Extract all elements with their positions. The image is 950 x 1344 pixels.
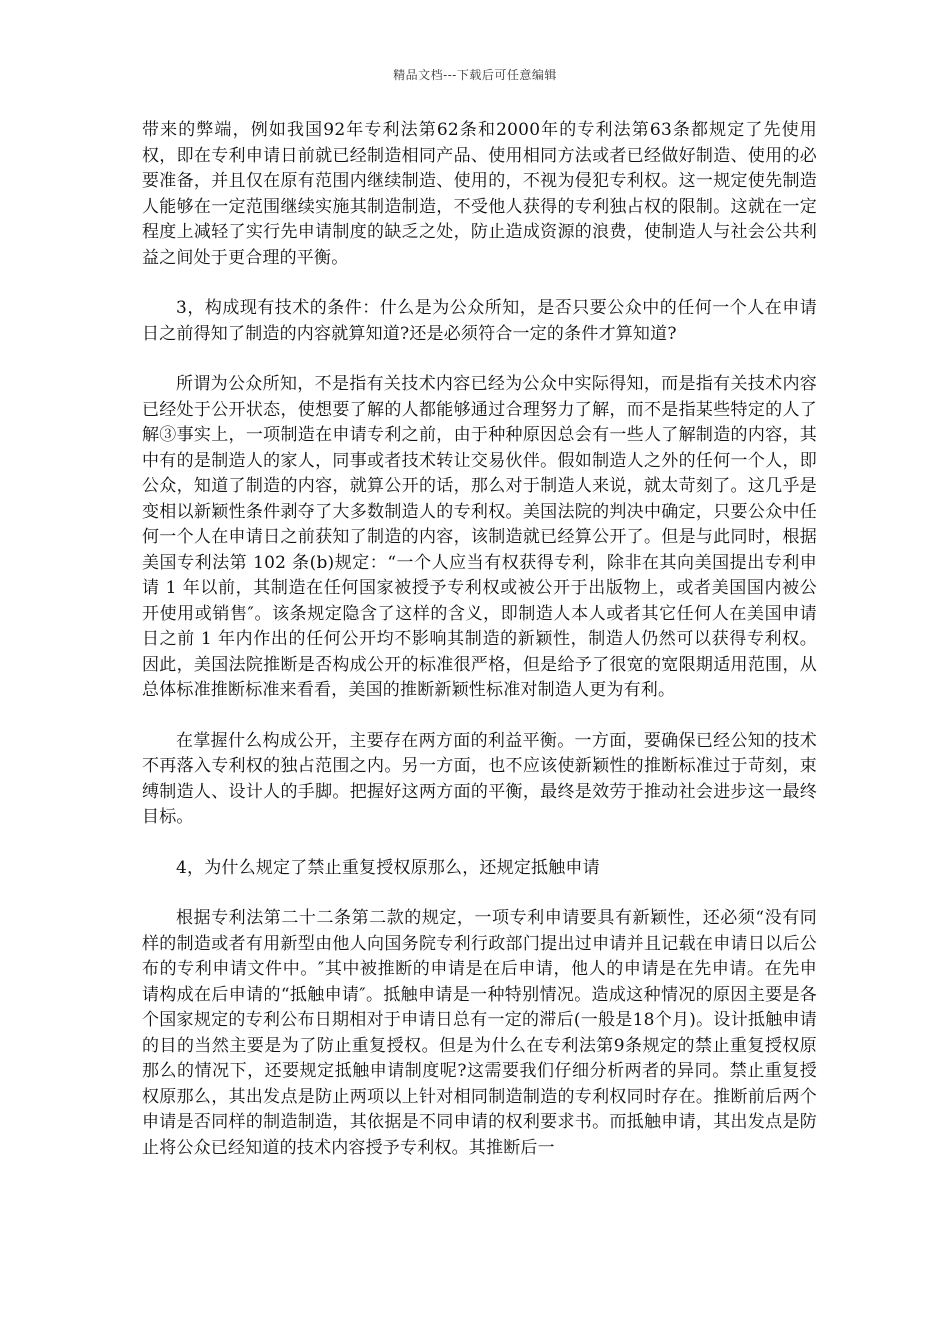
- document-body: [142, 118, 817, 1186]
- paragraph-continued: 带来的弊端，例如我国92年专利法第62条和2000年的专利法第63条都规定了先使用权，即在专利申请日前就已经制造相同产品、使用相同方法或者已经做好制造、使用的必要准备，并且仅在原有范围内继续制造、使用的，不视为侵犯专利权。这一规定使先制造人能够在一定范围继续实施其制造制造，不受他人获得的专利独占权的限制。这就在一定程度上减轻了实行先申请制度的缺乏之处，防止造成资源的浪费，使制造人与社会公共利益之间处于更合理的平衡。: [142, 120, 817, 268]
- paragraph-public-knowledge: 所谓为公众所知，不是指有关技术内容已经为公众中实际得知，而是指有关技术内容已经处于公开状态，使想要了解的人都能够通过合理努力了解，而不是指某些特定的人了解③事实上，一项制造在申请专利之前，由于种种原因总会有一些人了解制造的内容，其中有的是制造人的家人，同事或者技术转让交易伙伴。假如制造人之外的任何一个人，即公众，知道了制造的内容，就算公开的话，那么对于制造人来说，就太苛刻了。这几乎是变相以新颖性条件剥夺了大多数制造人的专利权。美国法院的判决中确定，只要公众中任何一个人在申请日之前获知了制造的内容，该制造就已经算公开了。但是与此同时，根据美国专利法第 102 条(b)规定：“一个人应当有权获得专利，除非在其向美国提出专利申请 1 年以前，其制造在任何国家被授予专利权或被公开于出版物上，或者美国国内被公开使用或销售″。该条规定隐含了这样的含义，即制造人本人或者其它任何人在美国申请日之前 1 年内作出的任何公开均不影响其制造的新颖性，制造人仍然可以获得专利权。因此，美国法院推断是否构成公开的标准很严格，但是给予了很宽的宽限期适用范围，从总体标准推断标准来看看，美国的推断新颖性标准对制造人更为有利。: [142, 374, 817, 700]
- paragraph-conflicting-application: 根据专利法第二十二条第二款的规定，一项专利申请要具有新颖性，还必须“没有同样的制造或者有用新型由他人向国务院专利行政部门提出过申请并且记载在申请日以后公布的专利申请文件中。″其中被推断的申请是在后申请，他人的申请是在先申请。在先申请构成在后申请的“抵触申请″。抵触申请是一种特别情况。造成这种情况的原因主要是各个国家规定的专利公布日期相对于申请日总有一定的滞后(一般是18个月)。设计抵触申请的目的当然主要是为了防止重复授权。但是为什么在专利法第9条规定的禁止重复授权原那么的情况下，还要规定抵触申请制度呢?这需要我们仔细分析两者的异同。禁止重复授权原那么，其出发点是防止两项以上针对相同制造制造的专利权同时存在。推断前后两个申请是否同样的制造制造，其依据是不同申请的权利要求书。而抵触申请，其出发点是防止将公众已经知道的技术内容授予专利权。其推断后一: [142, 908, 817, 1158]
- page-header: 精品文档---下载后可任意编辑: [393, 68, 557, 82]
- paragraph-section-4-heading: 4，为什么规定了禁止重复授权原那么，还规定抵触申请: [176, 857, 600, 878]
- paragraph-section-3-heading: 3，构成现有技术的条件：什么是为公众所知，是否只要公众中的任何一个人在申请日之前得知了制造的内容就算知道?还是必须符合一定的条件才算知道?: [142, 298, 817, 344]
- paragraph-balance: 在掌握什么构成公开，主要存在两方面的利益平衡。一方面，要确保已经公知的技术不再落入专利权的独占范围之内。另一方面，也不应该使新颖性的推断标准过于苛刻，束缚制造人、设计人的手脚。把握好这两方面的平衡，最终是效劳于推动社会进步这一最终目标。: [142, 730, 817, 827]
